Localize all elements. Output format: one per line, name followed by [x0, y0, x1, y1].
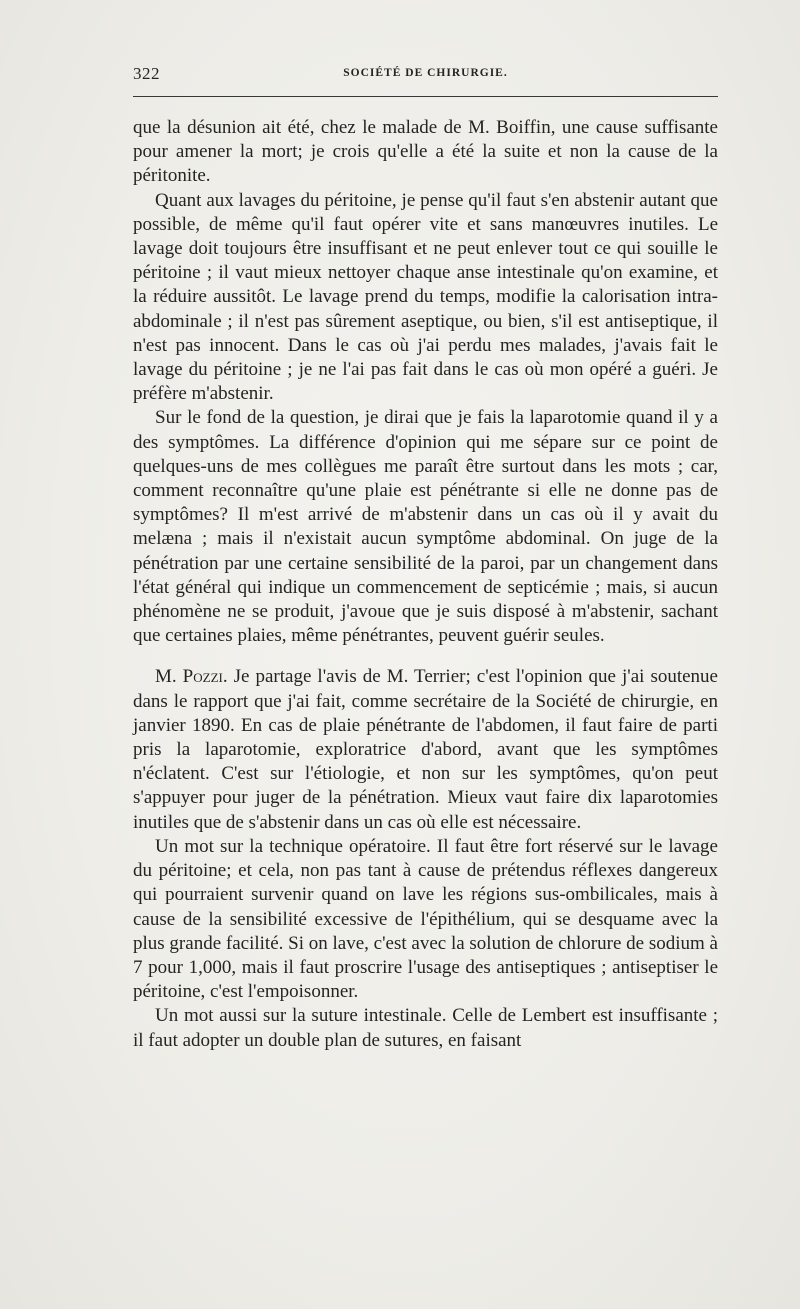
paragraph [133, 406, 718, 648]
paragraph [133, 665, 718, 834]
speaker-name: M. Pozzi. [155, 666, 228, 688]
paragraph-text: Un mot sur la technique opératoire. Il faut être fort réservé sur le lavage du péritoine; et cela, non pas tant à cause de prétendus réflexes dangereux qui pourraient survenir quand on lave les régions sus-ombilicales, mais à cause de la sensibilité excessive de l'épithélium, qui se desquame avec la plus grande facilité. Si on lave, c'est avec la solution de chlorure de sodium à 7 pour 1,000, mais il faut proscrire l'usage des antiseptiques ; antiseptiser le péritoine, c'est l'empoisonner. [133, 835, 718, 1003]
body-text [133, 116, 718, 1053]
paragraph-text: Sur le fond de la question, je dirai que je fais la laparotomie quand il y a des symptômes. La différence d'opinion qui me sépare sur ce point de quelques-uns de mes collègues me paraît être surtout dans les mots ; car, comment reconnaître qu'une plaie est pénétrante si elle ne donne pas de symptômes? Il m'est arrivé de m'abstenir dans un cas où il y avait du melæna ; mais il n'existait aucun symptôme abdominal. On juge de la pénétration par une certaine sensibilité de la paroi, par un changement dans l'état général qui indique un commencement de septicémie ; mais, si aucun phénomène ne se produit, j'avoue que je suis disposé à m'abstenir, sachant que certaines plaies, même pénétrantes, peuvent guérir seules. [133, 407, 718, 647]
paragraph-text: Un mot aussi sur la suture intestinale. Celle de Lembert est insuffisante ; il faut adopter un double plan de sutures, en faisant [133, 1005, 718, 1051]
header-rule [133, 96, 718, 97]
paragraph-text: que la désunion ait été, chez le malade de M. Boiffin, une cause suffisante pour amener la mort; je crois qu'elle a été la suite et non la cause de la péritonite. [133, 117, 718, 187]
running-title: SOCIÉTÉ DE CHIRURGIE. [343, 67, 508, 79]
page-number: 322 [133, 64, 160, 83]
paragraph [133, 116, 718, 189]
paragraph-text: Je partage l'avis de M. Terrier; c'est l'opinion que j'ai soutenue dans le rapport que j'ai fait, comme secrétaire de la Société de chirurgie, en janvier 1890. En cas de plaie pénétrante de l'abdomen, il faut faire de parti pris la laparotomie, exploratrice d'abord, avant que les symptômes n'éclatent. C'est sur l'étiologie, et non sur les symptômes, qu'on peut s'appuyer pour juger de la pénétration. Mieux vaut faire dix laparotomies inutiles que de s'abstenir dans un cas où elle est nécessaire. [133, 666, 718, 833]
paragraph [133, 835, 718, 1004]
page-header [133, 64, 718, 88]
paragraph-text: Quant aux lavages du péritoine, je pense qu'il faut s'en abstenir autant que possible, de même qu'il faut opérer vite et sans manœuvres inutiles. Le lavage doit toujours être insuffisant et ne peut enlever tout ce qui souille le péritoine ; il vaut mieux nettoyer chaque anse intestinale qu'on examine, et la réduire aussitôt. Le lavage prend du temps, modifie la calorisation intra-abdominale ; il n'est pas sûrement aseptique, ou bien, s'il est antiseptique, il n'est pas innocent. Dans le cas où j'ai perdu mes malades, j'avais fait le lavage du péritoine ; je ne l'ai pas fait dans le cas où mon opéré a guéri. Je préfère m'abstenir. [133, 189, 718, 405]
paragraph [133, 189, 718, 407]
paragraph [133, 1004, 718, 1052]
